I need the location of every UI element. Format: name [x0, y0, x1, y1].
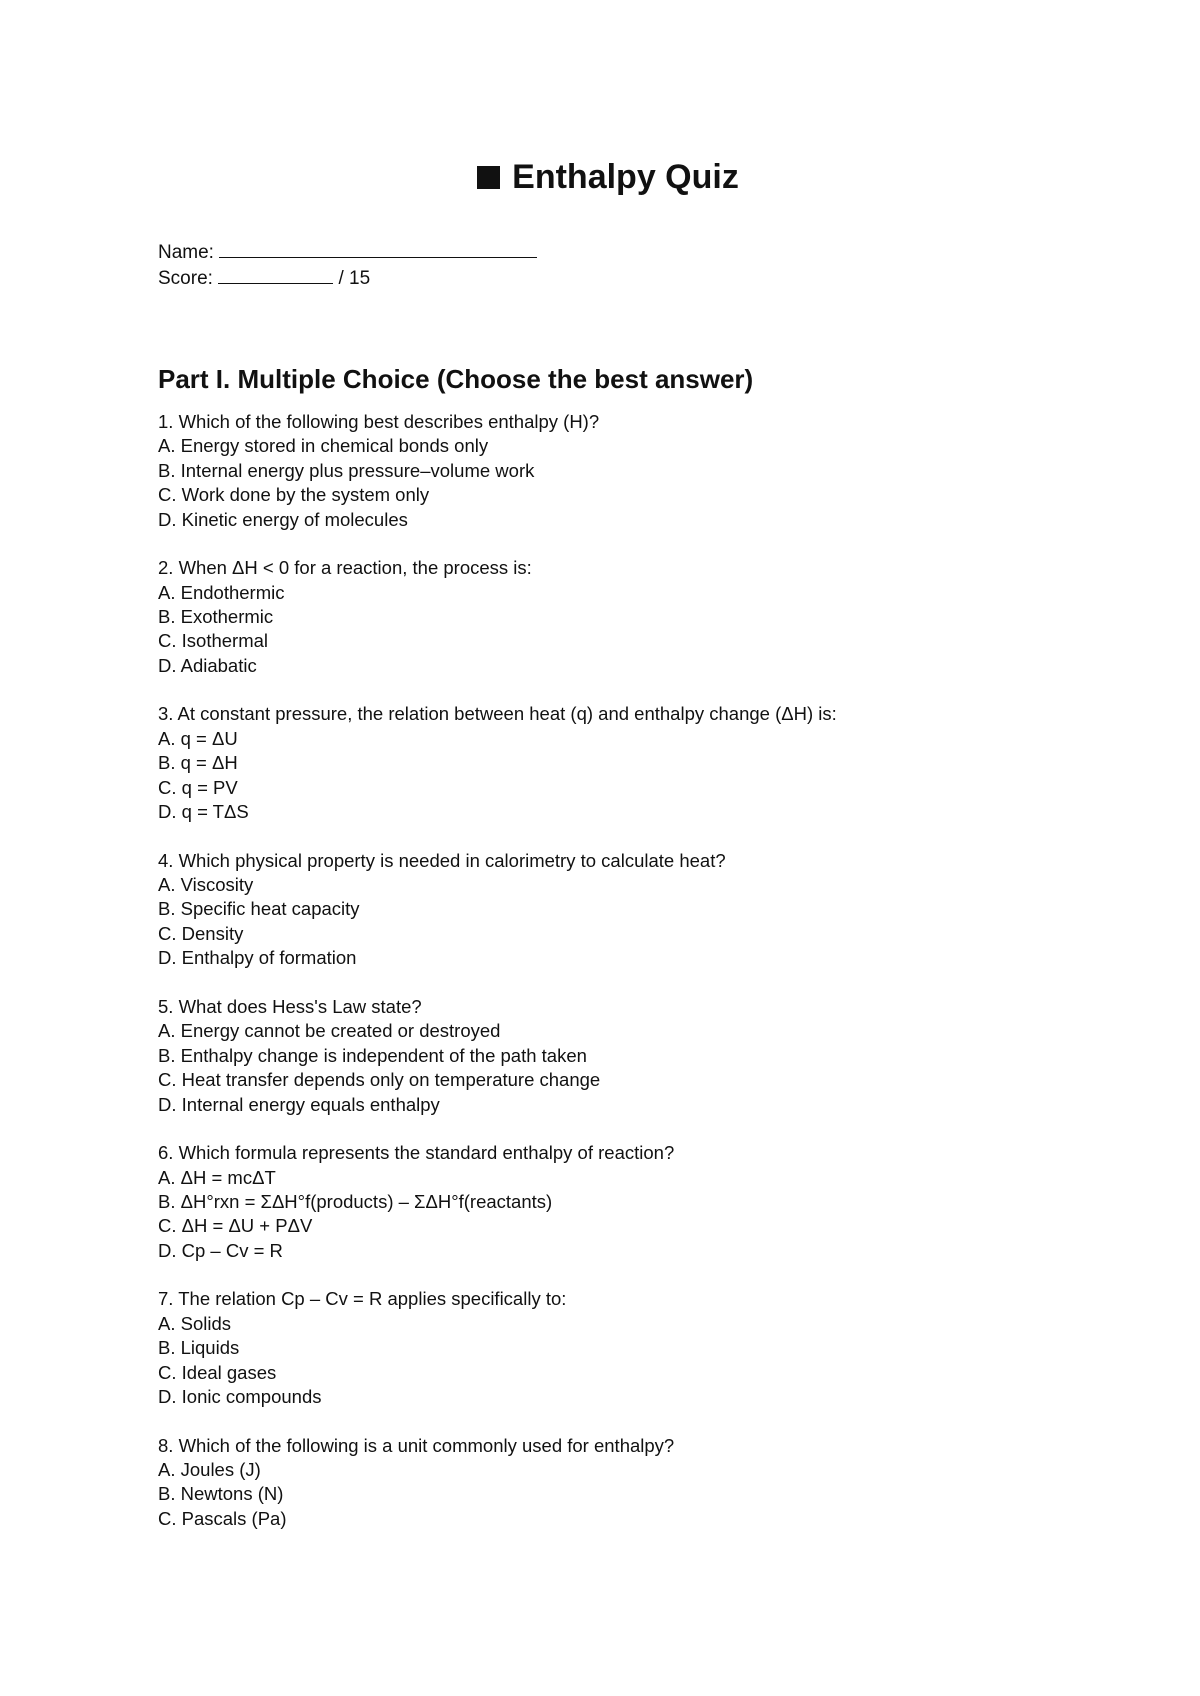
answer-option: C. Isothermal: [158, 630, 269, 652]
answer-option: B. Enthalpy change is independent of the path taken: [158, 1044, 587, 1066]
answer-option: B. Exothermic: [158, 606, 274, 628]
answer-option: D. Kinetic energy of molecules: [158, 508, 408, 530]
question-text: 1. Which of the following best describes enthalpy (H)?: [158, 411, 600, 432]
question-text: 4. Which physical property is needed in calorimetry to calculate heat?: [158, 849, 726, 871]
score-row: [158, 265, 537, 291]
answer-option: A. Joules (J): [158, 1458, 261, 1480]
question-1: [158, 410, 837, 532]
question-8: [158, 1434, 837, 1532]
score-label: Score:: [158, 268, 213, 289]
question-6: [158, 1141, 837, 1263]
answer-option: A. Energy cannot be created or destroyed: [158, 1020, 501, 1042]
name-blank-line[interactable]: [219, 239, 537, 258]
answer-option: A. ΔH = mcΔT: [158, 1166, 276, 1188]
answer-option: B. Internal energy plus pressure–volume work: [158, 459, 535, 481]
answer-option: C. Density: [158, 922, 244, 944]
answer-option: B. q = ΔH: [158, 752, 238, 774]
student-info: [158, 239, 537, 291]
answer-option: D. Cp – Cv = R: [158, 1239, 283, 1261]
answer-option: D. Internal energy equals enthalpy: [158, 1093, 440, 1115]
answer-option: B. Newtons (N): [158, 1483, 284, 1505]
name-row: [158, 239, 537, 265]
question-text: 8. Which of the following is a unit commonly used for enthalpy?: [158, 1434, 675, 1456]
answer-option: C. Pascals (Pa): [158, 1507, 287, 1529]
question-list: [158, 410, 837, 1555]
answer-option: A. q = ΔU: [158, 727, 238, 749]
question-text: 2. When ΔH < 0 for a reaction, the process is:: [158, 557, 532, 579]
answer-option: D. Enthalpy of formation: [158, 947, 357, 969]
answer-option: C. Work done by the system only: [158, 484, 430, 506]
answer-option: B. Liquids: [158, 1337, 240, 1359]
answer-option: B. Specific heat capacity: [158, 898, 360, 920]
question-text: 5. What does Hess's Law state?: [158, 995, 422, 1017]
question-3: [158, 702, 837, 824]
question-text: 3. At constant pressure, the relation between heat (q) and enthalpy change (ΔH) is:: [158, 703, 837, 725]
name-label: Name:: [158, 242, 214, 263]
answer-option: A. Solids: [158, 1312, 232, 1334]
answer-option: A. Energy stored in chemical bonds only: [158, 435, 489, 457]
answer-option: D. q = TΔS: [158, 801, 249, 823]
question-4: [158, 849, 837, 971]
answer-option: D. Ionic compounds: [158, 1385, 322, 1407]
part1-heading: Part I. Multiple Choice (Choose the best answer): [158, 364, 754, 394]
question-5: [158, 995, 837, 1117]
answer-option: B. ΔH°rxn = ΣΔH°f(products) – ΣΔH°f(reactants): [158, 1190, 553, 1212]
page-title: [158, 158, 1058, 197]
answer-option: C. ΔH = ΔU + PΔV: [158, 1215, 313, 1237]
score-blank-line[interactable]: [218, 265, 333, 284]
question-2: [158, 556, 837, 678]
answer-option: C. Ideal gases: [158, 1361, 277, 1383]
question-text: 7. The relation Cp – Cv = R applies specifically to:: [158, 1288, 567, 1310]
answer-option: C. q = PV: [158, 776, 238, 798]
answer-option: A. Viscosity: [158, 874, 254, 896]
title-text: Enthalpy Quiz: [512, 158, 739, 196]
answer-option: D. Adiabatic: [158, 654, 257, 676]
question-7: [158, 1287, 837, 1409]
answer-option: A. Endothermic: [158, 581, 285, 603]
score-total: / 15: [338, 268, 371, 289]
square-bullet-icon: [477, 166, 500, 189]
answer-option: C. Heat transfer depends only on temperature change: [158, 1069, 601, 1091]
question-text: 6. Which formula represents the standard enthalpy of reaction?: [158, 1142, 675, 1164]
